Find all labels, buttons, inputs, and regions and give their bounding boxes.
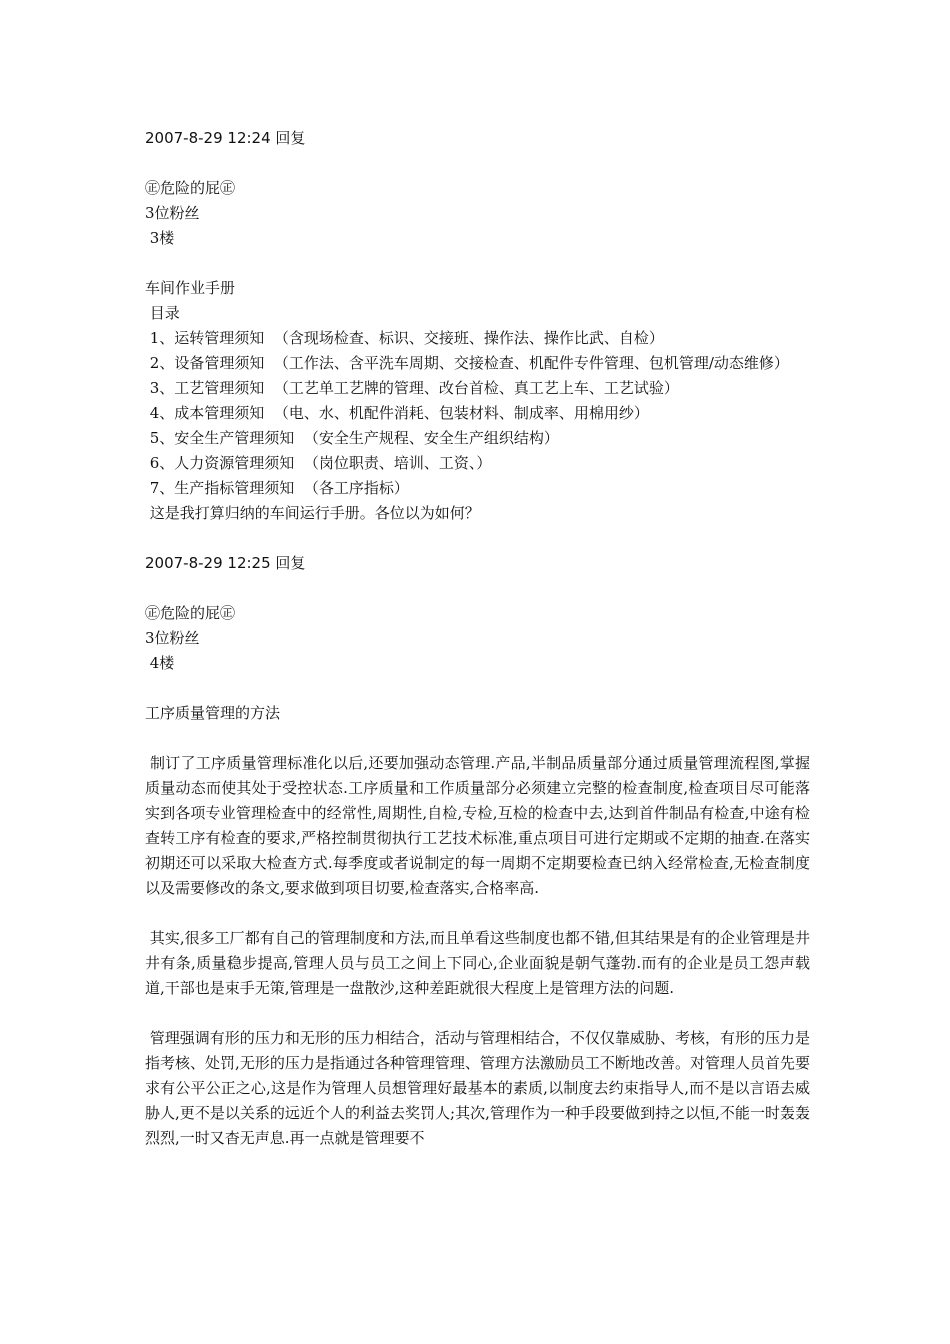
toc-item: 6、人力资源管理须知 （岗位职责、培训、工资、） [145, 454, 492, 472]
post-title: 工序质量管理的方法 [145, 704, 281, 722]
post-fans: 3位粉丝 [145, 204, 200, 222]
spacer [145, 726, 810, 751]
toc-item: 5、安全生产管理须知 （安全生产规程、安全生产组织结构） [145, 429, 559, 447]
post-author[interactable]: ㊣危险的屁㊣ [145, 179, 236, 197]
toc-heading: 目录 [145, 304, 180, 322]
post-header [145, 126, 810, 151]
spacer [145, 676, 810, 701]
post-floor: 4楼 [145, 654, 175, 672]
spacer [145, 251, 810, 276]
post-4 [145, 551, 810, 1151]
body-paragraph: 管理强调有形的压力和无形的压力相结合，活动与管理相结合，不仅仅靠威胁、考核，有形的压力是指考核、处罚,无形的压力是指通过各种管理管理、管理方法激励员工不断地改善。对管理人员首先要求有公平公正之心,这是作为管理人员想管理好最基本的素质,以制度去约束指导人,而不是以言语去威胁人,更不是以关系的远近个人的利益去奖罚人;其次,管理作为一种手段要做到持之以恒,不能一时轰轰烈烈,一时又杳无声息.再一点就是管理要不 [145, 1029, 810, 1147]
toc-item: 2、设备管理须知 （工作法、含平洗车周期、交接检查、机配件专件管理、包机管理/动态维修） [145, 354, 789, 372]
toc-item: 4、成本管理须知 （电、水、机配件消耗、包装材料、制成率、用棉用纱） [145, 404, 649, 422]
post-comment: 这是我打算归纳的车间运行手册。各位以为如何？ [145, 504, 480, 522]
body-paragraph: 制订了工序质量管理标准化以后,还要加强动态管理.产品,半制品质量部分通过质量管理流程图,掌握质量动态而使其处于受控状态.工序质量和工作质量部分必须建立完整的检查制度,检查项目尽可能落实到各项专业管理检查中的经常性,周期性,自检,专检,互检的检查中去,达到首件制品有检查,中途有检查转工序有检查的要求,严格控制贯彻执行工艺技术标准,重点项目可进行定期或不定期的抽查.在落实初期还可以采取大检查方式.每季度或者说制定的每一周期不定期要检查已纳入经常检查,无检查制度以及需要修改的条文,要求做到项目切要,检查落实,合格率高. [145, 754, 810, 897]
spacer [145, 151, 810, 176]
post-fans: 3位粉丝 [145, 629, 200, 647]
spacer [145, 526, 810, 551]
reply-link[interactable]: 回复 [275, 129, 306, 147]
spacer [145, 576, 810, 601]
spacer [145, 1001, 810, 1026]
spacer [145, 901, 810, 926]
body-paragraph: 其实,很多工厂都有自己的管理制度和方法,而且单看这些制度也都不错,但其结果是有的企业管理是井井有条,质量稳步提高,管理人员与员工之间上下同心,企业面貌是朝气蓬勃.而有的企业是员工怨声载道,干部也是束手无策,管理是一盘散沙,这种差距就很大程度上是管理方法的问题. [145, 929, 810, 997]
post-title: 车间作业手册 [145, 279, 236, 297]
post-floor: 3楼 [145, 229, 175, 247]
post-timestamp: 2007-8-29 12:25 [145, 554, 271, 572]
reply-link[interactable]: 回复 [275, 554, 306, 572]
toc-item: 1、运转管理须知 （含现场检查、标识、交接班、操作法、操作比武、自检） [145, 329, 664, 347]
document-body [145, 126, 810, 1151]
post-3 [145, 126, 810, 526]
toc-item: 7、生产指标管理须知 （各工序指标） [145, 479, 409, 497]
toc-item: 3、工艺管理须知 （工艺单工艺牌的管理、改台首检、真工艺上车、工艺试验） [145, 379, 679, 397]
post-header [145, 551, 810, 576]
post-timestamp: 2007-8-29 12:24 [145, 129, 271, 147]
post-author[interactable]: ㊣危险的屁㊣ [145, 604, 236, 622]
